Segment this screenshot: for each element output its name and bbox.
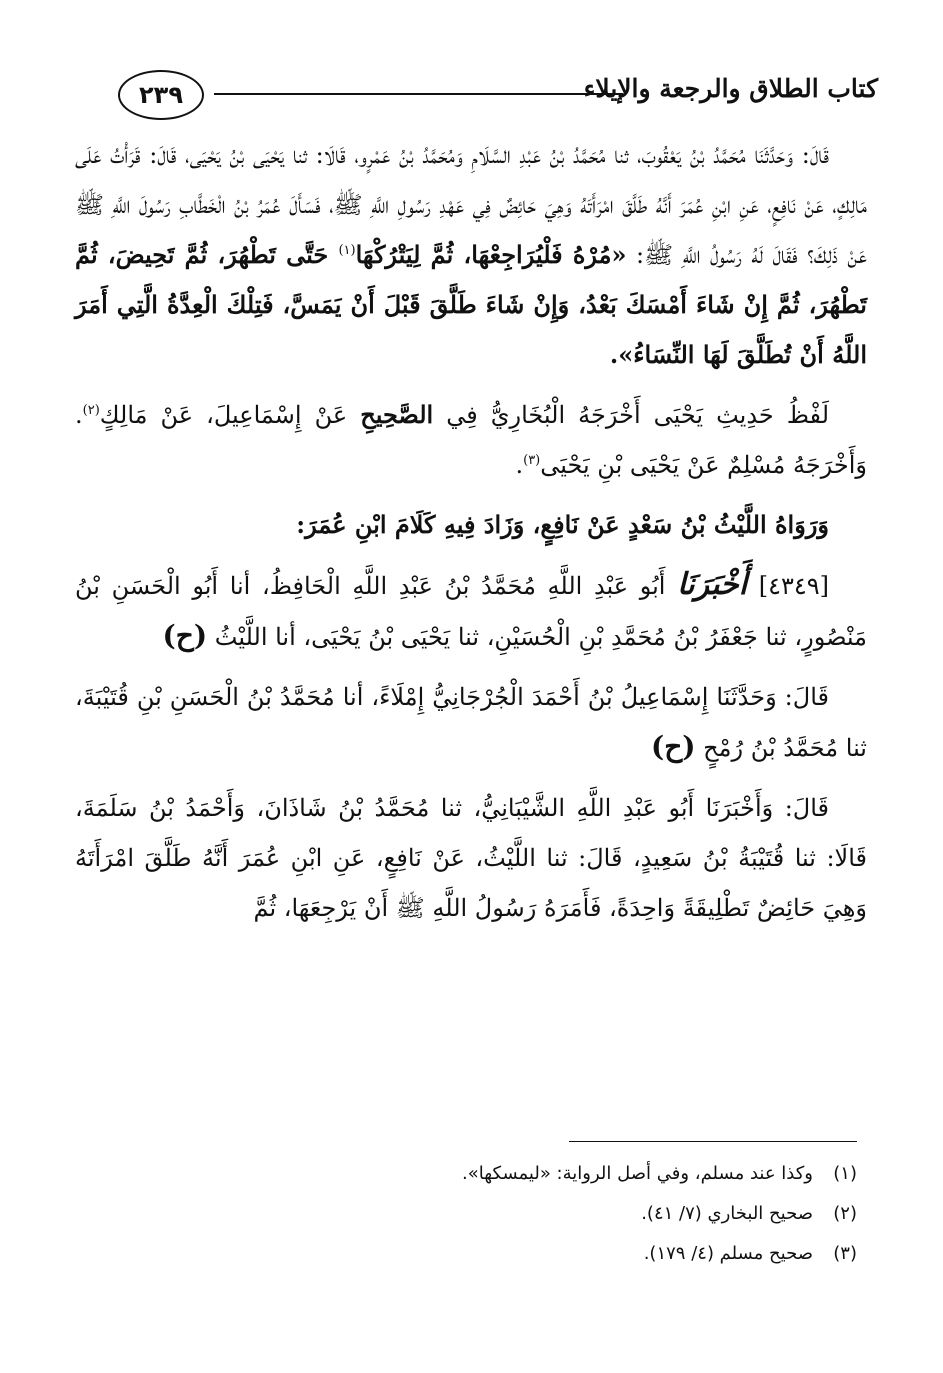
paragraph-1 bbox=[75, 130, 867, 380]
footnote-number: (٢) bbox=[833, 1203, 857, 1224]
tahwil-mark: (ح) bbox=[162, 619, 208, 652]
footnote-ref-1[interactable]: (١) bbox=[338, 243, 356, 258]
footnote-2 bbox=[97, 1194, 857, 1234]
paragraph-3: وَرَوَاهُ اللَّيْثُ بْنُ سَعْدٍ عَنْ نَافِعٍ، وَزَادَ فِيهِ كَلَامَ ابْنِ عُمَرَ: bbox=[296, 510, 829, 539]
prophet-quote-part-2: حَتَّى تَطْهُرَ، ثُمَّ تَحِيضَ، ثُمَّ تَطْهُرَ، ثُمَّ إِنْ شَاءَ أَمْسَكَ بَعْدُ، وَإِنْ شَاءَ طَلَّقَ قَبْلَ أَنْ يَمَسَّ، فَتِلْكَ الْعِدَّةُ الَّتِي أَمَرَ اللَّهُ أَنْ تُطَلَّقَ لَهَا النِّسَاءُ». bbox=[75, 240, 867, 369]
hadith-4349-text: أَبُو عَبْدِ اللَّهِ مُحَمَّدُ بْنُ عَبْدِ اللَّهِ الْحَافِظُ، أنا أَبُو الْحَسَنِ بْنُ مَنْصُورٍ، ثنا جَعْفَرُ بْنُ مُحَمَّدِ بْنِ الْحُسَيْنِ، ثنا يَحْيَى بْنُ يَحْيَى، أنا اللَّيْثُ bbox=[75, 572, 867, 651]
footnote-ref-2[interactable]: (٢) bbox=[82, 403, 100, 418]
paragraph-2-text-a: لَفْظُ حَدِيثِ يَحْيَى أَخْرَجَهُ الْبُخَارِيُّ فِي bbox=[433, 401, 830, 429]
main-text bbox=[75, 130, 867, 943]
running-title: كتاب الطلاق والرجعة والإيلاء bbox=[583, 74, 878, 103]
footnote-number: (٣) bbox=[833, 1243, 857, 1264]
header-rule bbox=[214, 93, 623, 95]
footnote-text: صحيح مسلم (٤/ ١٧٩). bbox=[643, 1243, 813, 1264]
prophet-quote-part-1: «مُرْهُ فَلْيُرَاجِعْهَا، ثُمَّ لِيَتْرُكْهَا bbox=[355, 240, 627, 269]
paragraph-5-text: قَالَ: وَحَدَّثَنَا إِسْمَاعِيلُ بْنُ أَحْمَدَ الْجُرْجَانِيُّ إِمْلَاءً، أنا مُحَمَّدُ بْنُ الْحَسَنِ بْنِ قُتَيْبَةَ، ثنا مُحَمَّدُ بْنُ رُمْحٍ bbox=[75, 683, 867, 762]
paragraph-2-text-c: . وَأَخْرَجَهُ مُسْلِمٌ عَنْ يَحْيَى بْنِ يَحْيَى bbox=[75, 401, 867, 479]
footnote-number: (١) bbox=[833, 1163, 857, 1184]
footnote-text: وكذا عند مسلم، وفي أصل الرواية: «ليمسكها». bbox=[461, 1163, 813, 1184]
page-number: ٢٣٩ bbox=[118, 70, 204, 120]
footnote-divider bbox=[569, 1141, 857, 1142]
paragraph-5 bbox=[75, 672, 867, 773]
paragraph-2-text-d: . bbox=[515, 451, 524, 479]
footnote-1 bbox=[97, 1154, 857, 1194]
footnote-ref-3[interactable]: (٣) bbox=[523, 453, 541, 468]
paragraph-2-text-b: عَنْ إِسْمَاعِيلَ، عَنْ مَالِكٍ bbox=[99, 401, 361, 429]
hadith-4349 bbox=[75, 560, 867, 662]
paragraph-6: قَالَ: وَأَخْبَرَنَا أَبُو عَبْدِ اللَّهِ الشَّيْبَانِيُّ، ثنا مُحَمَّدُ بْنُ شَاذَانَ، وَأَحْمَدُ بْنُ سَلَمَةَ، قَالَا: ثنا قُتَيْبَةُ بْنُ سَعِيدٍ، قَالَ: ثنا اللَّيْثُ، عَنْ نَافِعٍ، عَنِ ابْنِ عُمَرَ أَنَّهُ طَلَّقَ امْرَأَتَهُ وَهِيَ حَائِضٌ تَطْلِيقَةً وَاحِدَةً، فَأَمَرَهُ رَسُولُ اللَّهِ ﷺ أَنْ يَرْجِعَهَا، ثُمَّ bbox=[75, 794, 867, 922]
akhbarana-word: أَخْبَرَنَا bbox=[677, 567, 748, 602]
paragraph-2 bbox=[75, 390, 867, 490]
footnote-3 bbox=[97, 1234, 857, 1274]
hadith-number: [٤٣٤٩] bbox=[758, 572, 829, 600]
page-header bbox=[118, 70, 878, 126]
footnotes bbox=[97, 1154, 857, 1274]
sahih-title: الصَّحِيحِ bbox=[360, 400, 434, 429]
footnote-text: صحيح البخاري (٧/ ٤١). bbox=[641, 1203, 813, 1224]
tahwil-mark: (ح) bbox=[650, 730, 696, 763]
paragraph-1-text: قَالَ: وَحَدَّثَنَا مُحَمَّدُ بْنُ يَعْقُوبَ، ثنا مُحَمَّدُ بْنُ عَبْدِ السَّلَامِ وَمُحَمَّدُ بْنُ عَمْرٍو، قَالَا: ثنا يَحْيَى بْنُ يَحْيَى، قَالَ: قَرَأْتُ عَلَى مَالِكٍ، عَنْ نَافِعٍ، عَنِ ابْنِ عُمَرَ أَنَّهُ طَلَّقَ امْرَأَتَهُ وَهِيَ حَائِضٌ فِي عَهْدِ رَسُولِ اللَّهِ ﷺ، فَسَأَلَ عُمَرُ بْنُ الْخَطَّابِ رَسُولَ اللَّهِ ﷺ عَنْ ذَلِكَ؟ فَقَالَ لَهُ رَسُولُ اللَّهِ ﷺ: bbox=[75, 141, 867, 269]
